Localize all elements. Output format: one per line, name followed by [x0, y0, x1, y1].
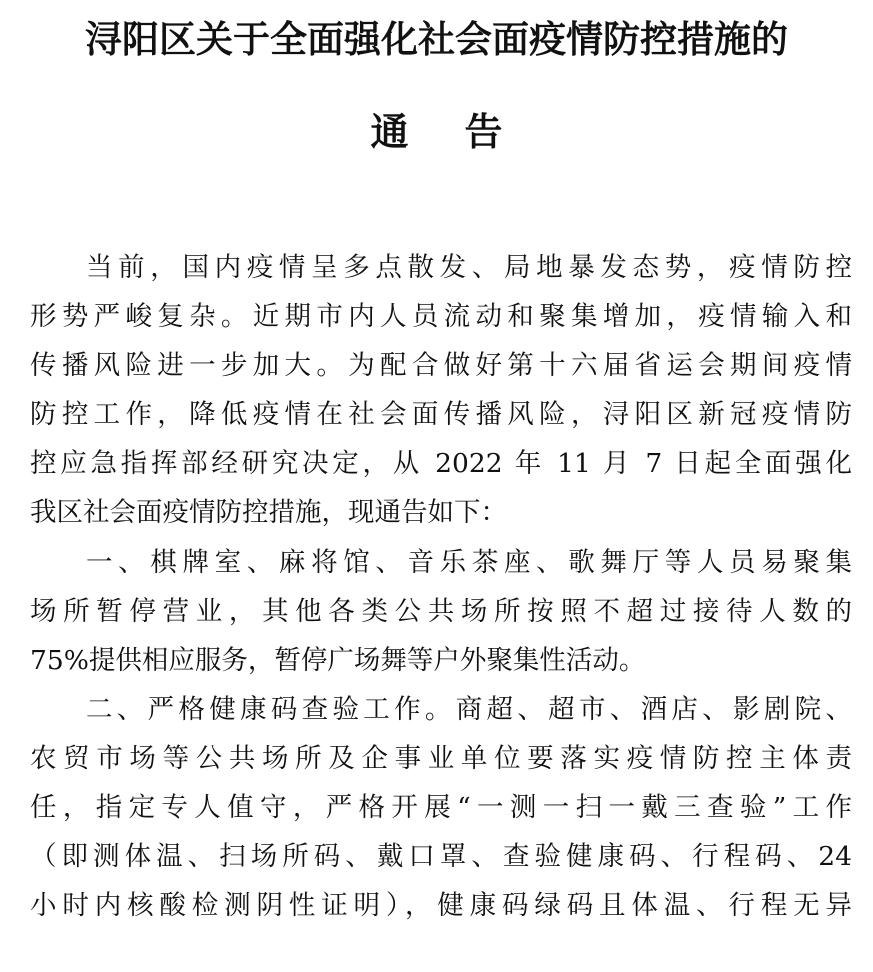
paragraph-line: 农贸市场等公共场所及企事业单位要落实疫情防控主体责 — [30, 743, 852, 774]
paragraph-line: 75%提供相应服务，暂停广场舞等户外聚集性活动。 — [30, 645, 646, 676]
paragraph-line: 传播风险进一步加大。为配合做好第十六届省运会期间疫情 — [30, 350, 852, 381]
paragraph-line: 我区社会面疫情防控措施，现通告如下： — [30, 497, 507, 528]
paragraph-line: 小时内核酸检测阴性证明），健康码绿码且体温、行程无异 — [30, 890, 852, 921]
paragraph-line: 控应急指挥部经研究决定，从 2022 年 11 月 7 日起全面强化 — [30, 448, 852, 479]
paragraph-line: 当前，国内疫情呈多点散发、局地暴发态势，疫情防控 — [86, 252, 852, 283]
paragraph-line: 防控工作，降低疫情在社会面传播风险，浔阳区新冠疫情防 — [30, 399, 852, 430]
document-title-notice: 通告 — [370, 110, 559, 154]
paragraph-line: 形势严峻复杂。近期市内人员流动和聚集增加，疫情输入和 — [30, 301, 852, 332]
paragraph-line: （即测体温、扫场所码、戴口罩、查验健康码、行程码、24 — [30, 841, 852, 872]
paragraph-line: 任，指定专人值守，严格开展“一测一扫一戴三查验”工作 — [30, 792, 852, 823]
document-title: 浔阳区关于全面强化社会面疫情防控措施的 — [85, 18, 788, 61]
paragraph-line: 一、棋牌室、麻将馆、音乐茶座、歌舞厅等人员易聚集 — [86, 547, 852, 578]
paragraph-line: 场所暂停营业，其他各类公共场所按照不超过接待人数的 — [30, 596, 852, 627]
paragraph-line: 二、严格健康码查验工作。商超、超市、酒店、影剧院、 — [86, 694, 852, 725]
